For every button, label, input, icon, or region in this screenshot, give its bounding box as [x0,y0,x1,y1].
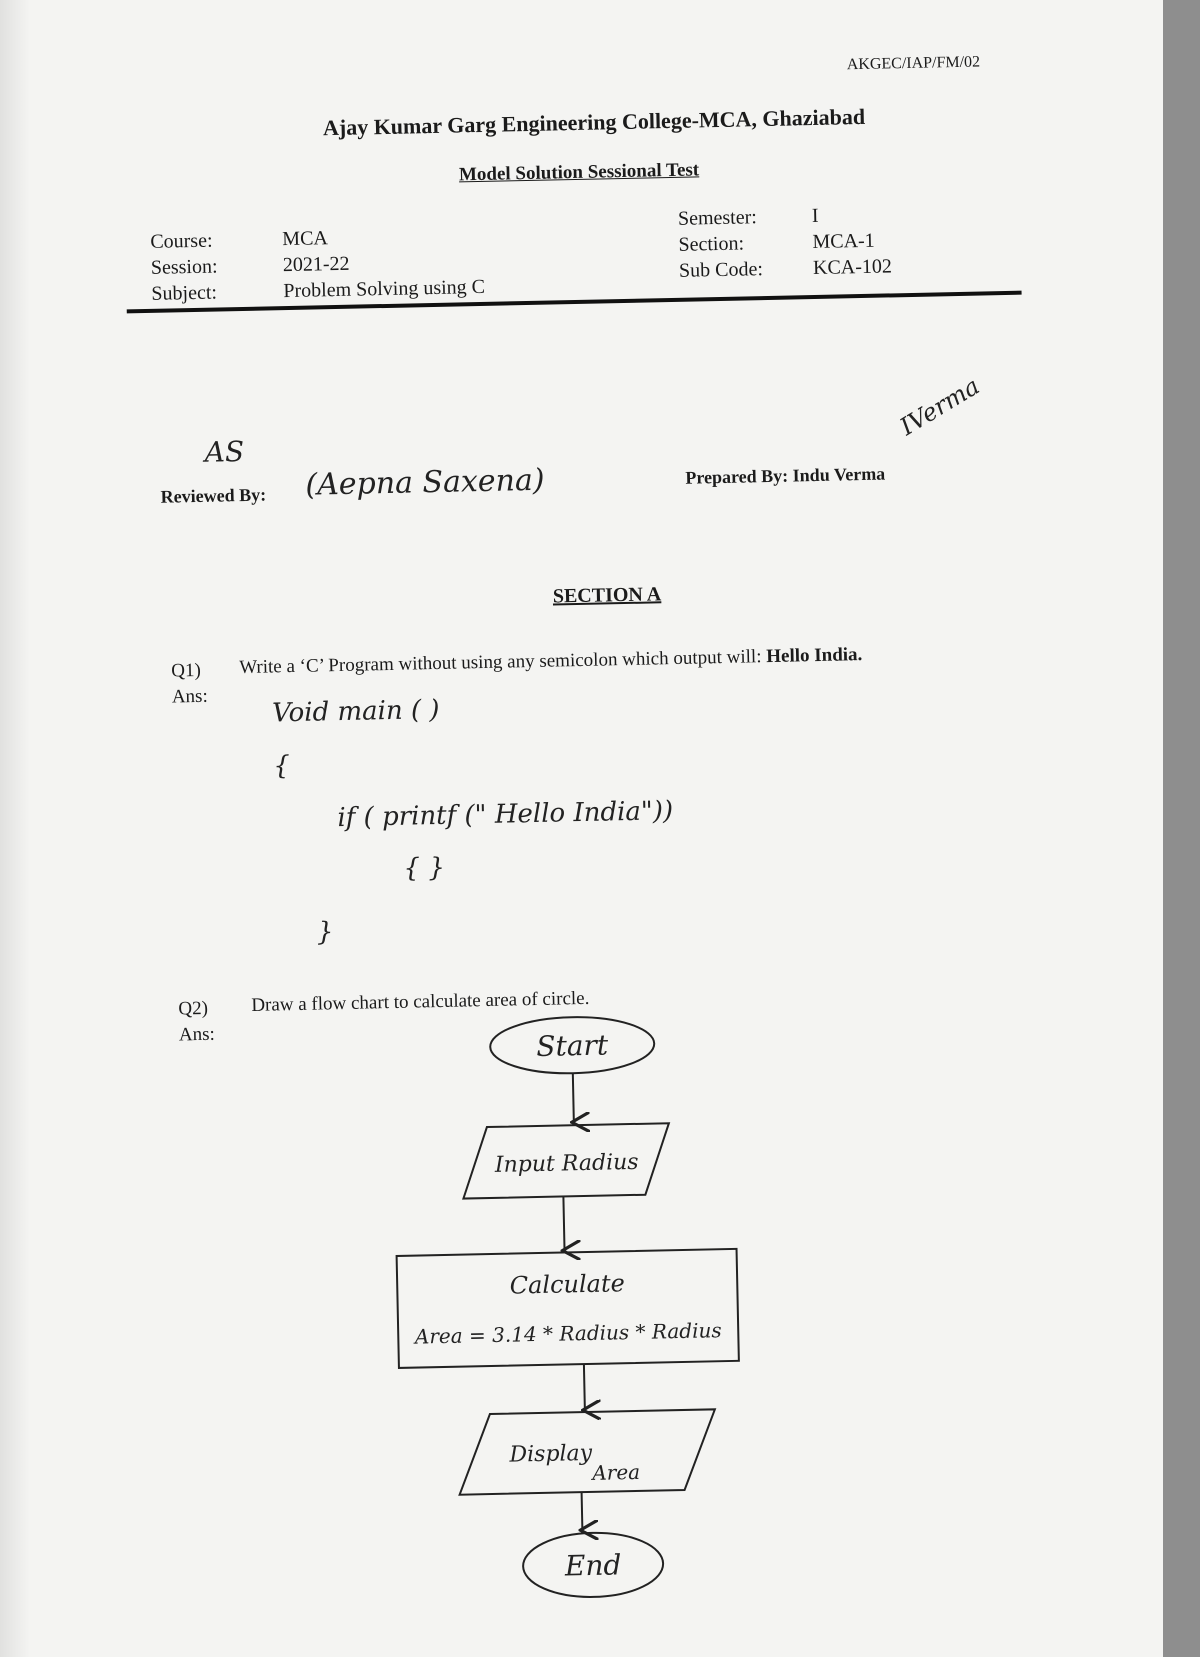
flow-display-label-2: Area [592,1459,641,1485]
document-title: Model Solution Sessional Test [458,159,700,186]
flow-process-box [397,1249,739,1368]
college-name: Ajay Kumar Garg Engineering College-MCA, Ghaziabad [322,103,866,141]
flow-arrow-3 [584,1364,585,1410]
q1-number: Q1) [171,659,202,682]
code-line-2: { [273,751,291,782]
flow-display-label-1: Display [509,1440,593,1468]
subject-label: Subject: [151,281,218,305]
q2-number: Q2) [178,997,209,1020]
code-line-1: Void main ( ) [271,694,440,729]
reviewed-by-label: Reviewed By: [160,484,267,507]
code-line-3: if ( printf (" Hello India")) [337,796,674,834]
course-value: MCA [282,227,329,251]
flow-arrow-1 [573,1073,574,1122]
preparer-signature: IVerma [895,371,985,442]
form-code: AKGEC/IAP/FM/02 [846,53,981,74]
course-label: Course: [150,229,213,253]
q2-question: Draw a flow chart to calculate area of circle. [251,987,590,1016]
flow-arrow-2 [563,1196,564,1250]
prepared-by-label: Prepared By: Indu Verma [685,463,886,488]
session-value: 2021-22 [282,252,350,277]
code-line-5: } [316,917,334,948]
code-line-4: { } [403,852,446,884]
session-label: Session: [150,255,218,279]
flow-arrow-4 [582,1492,583,1530]
subject-value: Problem Solving using C [283,275,486,303]
flow-calc-label-2: Area = 3.14 * Radius * Radius [414,1318,722,1349]
section-title: SECTION A [552,583,662,608]
subcode-value: KCA-102 [812,255,893,280]
subcode-label: Sub Code: [678,258,764,282]
section-value: MCA-1 [812,229,875,254]
reviewer-name: (Aepna Saxena) [305,462,545,503]
q1-ans-label: Ans: [171,685,208,708]
flow-start-label: Start [536,1028,609,1063]
q1-text-bold: Hello India. [766,644,863,668]
semester-value: I [811,204,819,228]
flow-end-label: End [564,1548,622,1583]
flow-calc-label-1: Calculate [509,1269,626,1300]
q1-text: Write a ‘C’ Program without using any semicolon which output will: [239,646,767,679]
q2-ans-label: Ans: [178,1023,216,1046]
flow-input-label: Input Radius [494,1149,639,1178]
semester-label: Semester: [677,206,758,230]
reviewer-initials: AS [204,434,245,469]
section-label: Section: [678,232,745,256]
